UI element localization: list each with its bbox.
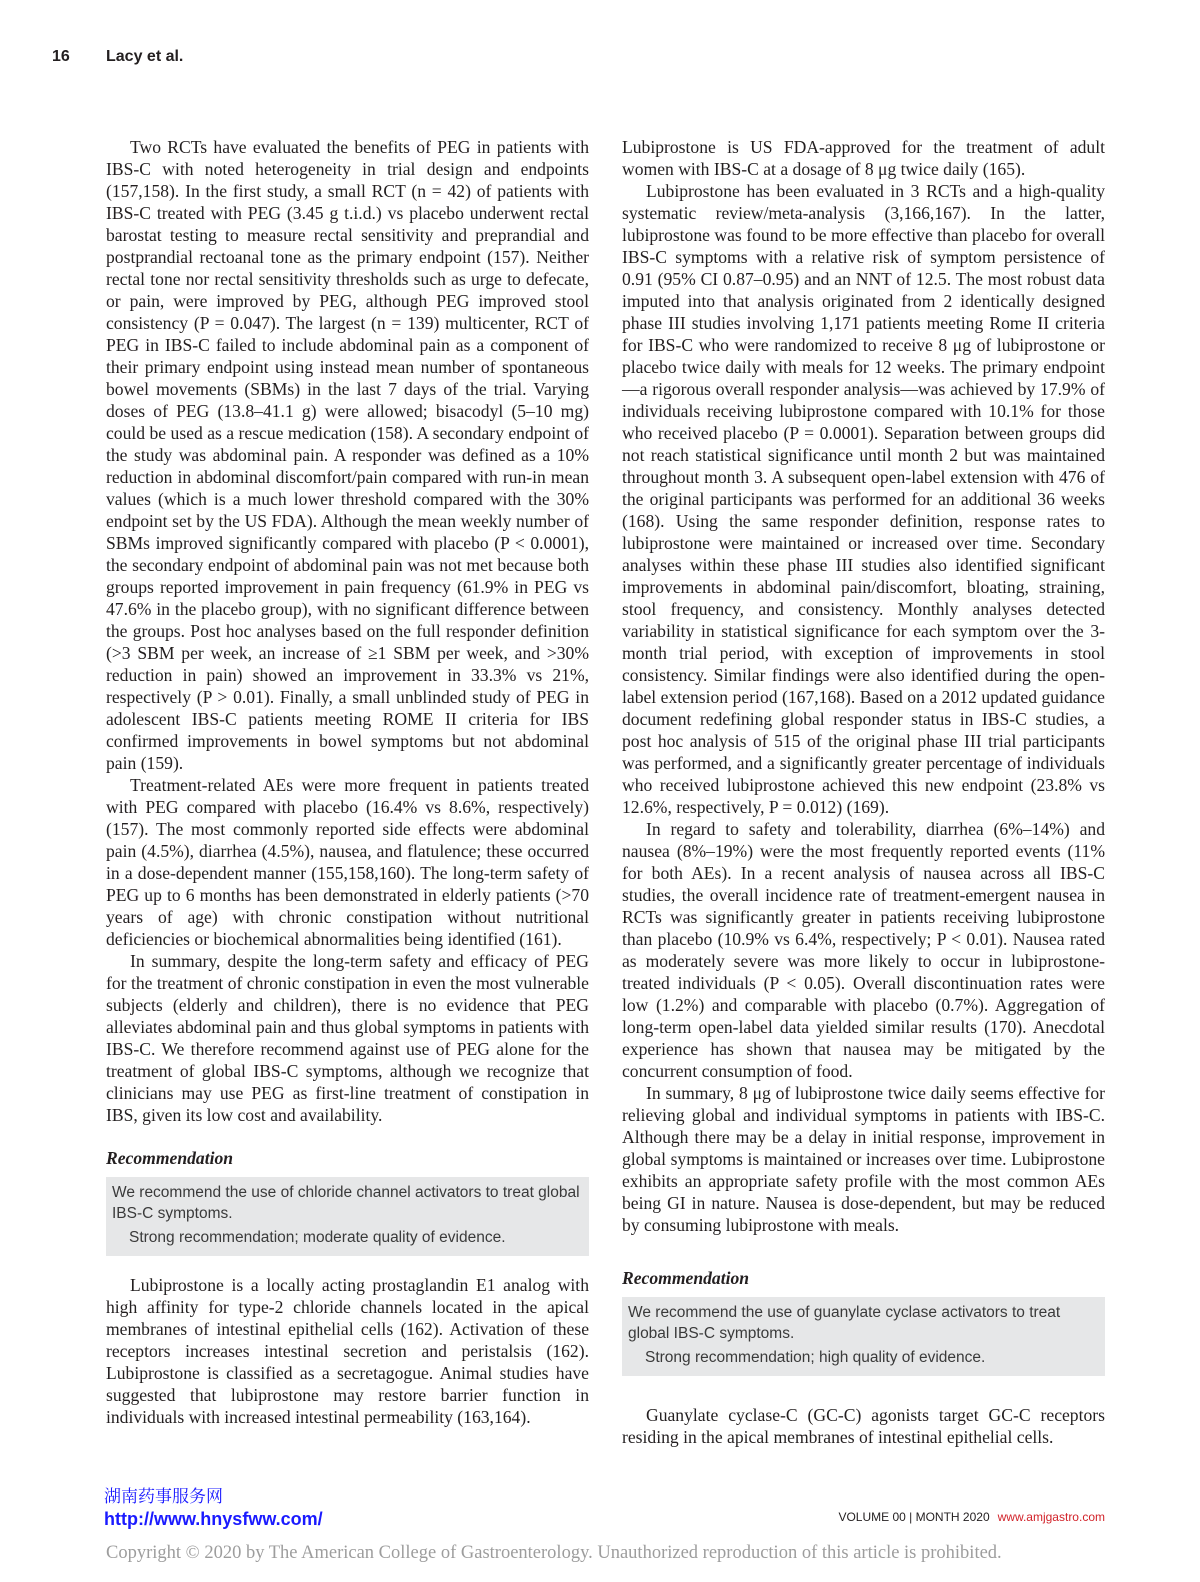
- running-header: [52, 48, 183, 66]
- body-paragraph: In regard to safety and tolerability, diarrhea (6%–14%) and nausea (8%–19%) were the most frequently reported events (11% for both AEs). In a recent analysis of nausea across all IBS-C studies, the overall incidence rate of treatment-emergent nausea in RCTs was significantly greater in patients receiving lubiprostone than placebo (10.9% vs 6.4%, respectively; P < 0.01). Nausea rated as moderately severe was more likely to occur in lubiprostone-treated individuals (P < 0.05). Overall discontinuation rates were low (1.2%) and comparable with placebo (0.7%). Aggregation of long-term open-label data yielded similar results (170). Anecdotal experience has shown that nausea may be mitigated by the concurrent consumption of food.: [622, 819, 1105, 1081]
- page-number: 16: [52, 48, 70, 65]
- right-column: [622, 136, 1105, 1448]
- body-paragraph: Lubiprostone is a locally acting prostaglandin E1 analog with high affinity for type-2 chloride channels located in the apical membranes of intestinal epithelial cells (162). Activation of these receptors increases intestinal secretion and peristalsis (162). Lubiprostone is classified as a secretagogue. Animal studies have suggested that lubiprostone may restore barrier function in individuals with increased intestinal permeability (163,164).: [106, 1275, 589, 1427]
- left-column: [106, 136, 589, 1428]
- running-authors: Lacy et al.: [106, 48, 184, 65]
- body-paragraph: Two RCTs have evaluated the benefits of PEG in patients with IBS-C with noted heterogeneity in trial design and endpoints (157,158). In the first study, a small RCT (n = 42) of patients with IBS-C treated with PEG (3.45 g t.i.d.) vs placebo underwent rectal barostat testing to measure rectal sensitivity and preprandial and postprandial rectoanal tone as the primary endpoint (157). Neither rectal tone nor rectal sensitivity thresholds such as urge to defecate, or pain, were improved by PEG, although PEG improved stool consistency (P = 0.047). The largest (n = 139) multicenter, RCT of PEG in IBS-C failed to include abdominal pain as a component of their primary endpoint using instead mean number of spontaneous bowel movements (SBMs) in the last 7 days of the trial. Varying doses of PEG (13.8–41.1 g) were allowed; bisacodyl (5–10 mg) could be used as a rescue medication (158). A secondary endpoint of the study was abdominal pain. A responder was defined as a 10% reduction in abdominal discomfort/pain compared with run-in mean values (which is a much lower threshold compared with the 30% endpoint set by the US FDA). Although the mean weekly number of SBMs improved significantly compared with placebo (P < 0.0001), the secondary endpoint of abdominal pain was not met because both groups reported improvement in pain frequency (61.9% in PEG vs 47.6% in the placebo group), with no significant difference between the groups. Post hoc analyses based on the full responder definition (>3 SBM per week, an increase of ≥1 SBM per week, and >30% reduction in pain) showed an improvement in 33.3% vs 21%, respectively (P > 0.01). Finally, a small unblinded study of PEG in adolescent IBS-C patients meeting ROME II criteria for IBS confirmed improvements in bowel symptoms but not abdominal pain (159).: [106, 137, 589, 773]
- recommendation-box: [622, 1297, 1105, 1376]
- recommendation-heading: Recommendation: [622, 1268, 750, 1288]
- body-paragraph: In summary, 8 μg of lubiprostone twice daily seems effective for relieving global and individual symptoms in patients with IBS-C. Although there may be a delay in initial response, improvement in global symptoms is maintained or increases over time. Lubiprostone exhibits an appropriate safety profile with the most common AEs being GI in nature. Nausea is dose-dependent, but may be reduced by consuming lubiprostone with meals.: [622, 1083, 1105, 1235]
- body-paragraph: In summary, despite the long-term safety and efficacy of PEG for the treatment of chronic constipation in even the most vulnerable subjects (elderly and children), there is no evidence that PEG alleviates abdominal pain and thus global symptoms in patients with IBS-C. We therefore recommend against use of PEG alone for the treatment of global IBS-C symptoms, although we recognize that clinicians may use PEG as first-line treatment of constipation in IBS, given its low cost and availability.: [106, 951, 589, 1125]
- body-paragraph: Lubiprostone has been evaluated in 3 RCTs and a high-quality systematic review/meta-analysis (3,166,167). In the latter, lubiprostone was found to be more effective than placebo for overall IBS-C symptoms with a relative risk of symptom persistence of 0.91 (95% CI 0.87–0.95) and an NNT of 12.5. The most robust data imputed into that analysis originated from 2 identically designed phase III studies involving 1,171 patients meeting Rome II criteria for IBS-C who were randomized to receive 8 μg of lubiprostone or placebo twice daily with meals for 12 weeks. The primary endpoint—a rigorous overall responder analysis—was achieved by 17.9% of individuals receiving lubiprostone compared with 10.1% for those who received placebo (P = 0.0001). Separation between groups did not reach statistical significance until month 2 but was maintained throughout month 3. A subsequent open-label extension with 476 of the original participants was performed for an additional 36 weeks (168). Using the same responder definition, response rates to lubiprostone were maintained or increased over time. Secondary analyses within these phase III studies also identified significant improvements in abdominal pain/discomfort, bloating, straining, stool frequency, and consistency. Monthly analyses detected variability in statistical significance for each symptom over the 3-month trial period, with exception of improvements in stool consistency. Similar findings were also identified during the open-label extension period (167,168). Based on a 2012 updated guidance document redefining global responder status in IBS-C studies, a post hoc analysis of 515 of the original phase III trial participants was performed, and a significantly greater percentage of individuals who received lubiprostone achieved this new endpoint (23.8% vs 12.6%, respectively, P = 0.012) (169).: [622, 181, 1105, 817]
- page-footer: [838, 1510, 1105, 1524]
- recommendation-box: [106, 1177, 589, 1256]
- watermark-link[interactable]: http://www.hnysfww.com/: [104, 1509, 323, 1529]
- body-paragraph: Lubiprostone is US FDA-approved for the treatment of adult women with IBS-C at a dosage of 8 μg twice daily (165).: [622, 137, 1105, 179]
- volume-info: VOLUME 00 | MONTH 2020: [838, 1510, 990, 1524]
- recommendation-text: We recommend the use of chloride channel activators to treat global IBS-C symptoms.: [112, 1184, 580, 1222]
- body-paragraph: Treatment-related AEs were more frequent in patients treated with PEG compared with placebo (16.4% vs 8.6%, respectively) (157). The most commonly reported side effects were abdominal pain (4.5%), diarrhea (4.5%), nausea, and flatulence; these occurred in a dose-dependent manner (155,158,160). The long-term safety of PEG up to 6 months has been demonstrated in elderly patients (>70 years of age) with chronic constipation without nutritional deficiencies or biochemical abnormalities being identified (161).: [106, 775, 589, 949]
- watermark-chinese-text: 湖南药事服务网: [104, 1487, 223, 1507]
- recommendation-strength: Strong recommendation; high quality of evidence.: [645, 1349, 986, 1366]
- watermark: [104, 1486, 323, 1530]
- recommendation-text: We recommend the use of guanylate cyclase activators to treat global IBS-C symptoms.: [628, 1304, 1061, 1342]
- journal-site-link[interactable]: www.amjgastro.com: [997, 1510, 1105, 1524]
- recommendation-strength: Strong recommendation; moderate quality of evidence.: [129, 1229, 506, 1246]
- body-paragraph: Guanylate cyclase-C (GC-C) agonists target GC-C receptors residing in the apical membranes of intestinal epithelial cells.: [622, 1405, 1105, 1447]
- recommendation-heading: Recommendation: [106, 1148, 234, 1168]
- copyright-notice: Copyright © 2020 by The American College of Gastroenterology. Unauthorized reproduction of this article is prohibited.: [106, 1543, 1002, 1563]
